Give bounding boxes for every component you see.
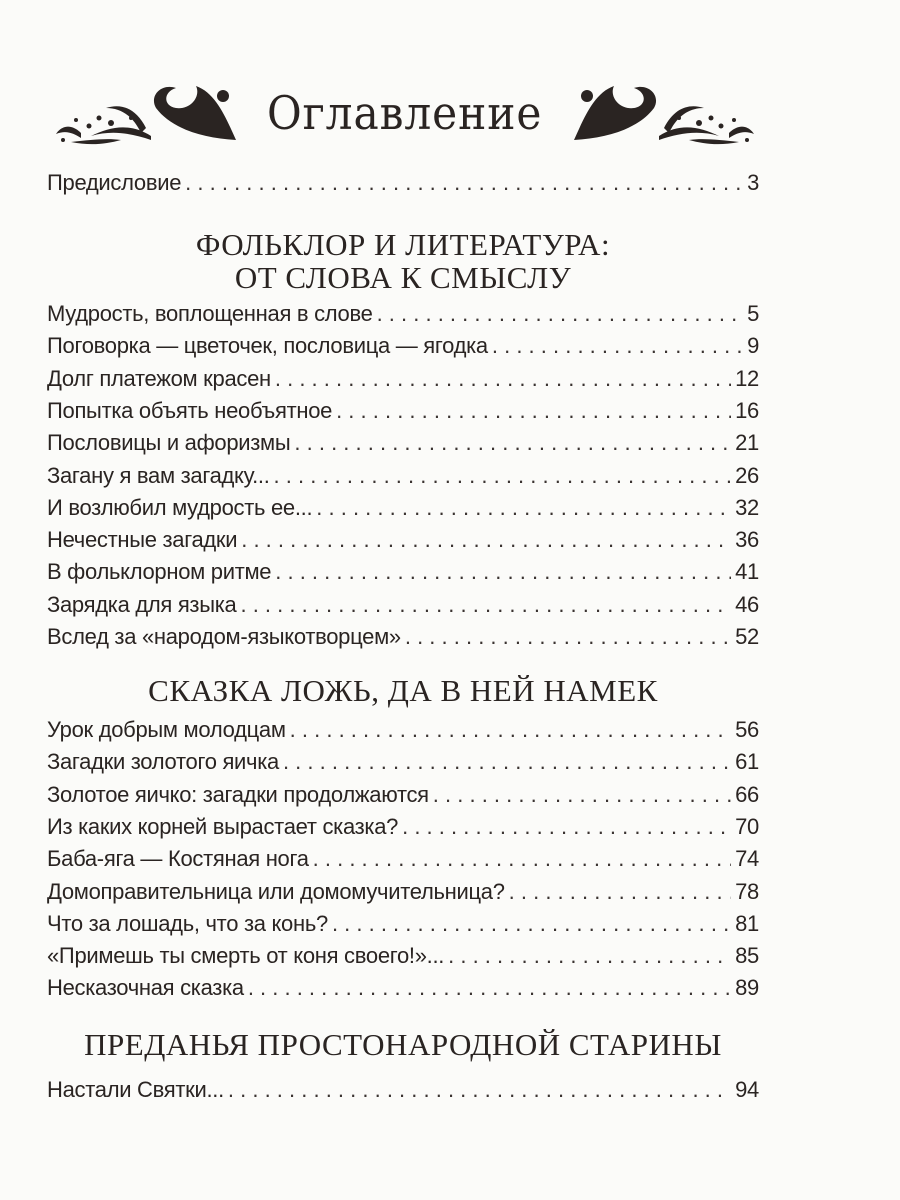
toc-entry[interactable]: [47, 1077, 759, 1103]
entry-title: Загадки золотого яичка: [47, 749, 279, 775]
entry-title: Попытка объять необъятное: [47, 397, 333, 423]
entry-page: 41: [735, 559, 759, 585]
toc-entry[interactable]: [47, 846, 759, 872]
page-title: Оглавление: [267, 86, 543, 140]
toc-entry[interactable]: [47, 624, 759, 650]
entry-page: 85: [735, 943, 759, 969]
section-heading: ФОЛЬКЛОР И ЛИТЕРАТУРА:: [195, 227, 611, 262]
dot-leader: [336, 398, 731, 424]
toc-entry[interactable]: [47, 717, 759, 743]
dot-leader: [433, 782, 731, 808]
dot-leader: [405, 624, 731, 650]
entry-page: 5: [747, 301, 759, 326]
toc-entry[interactable]: [47, 559, 759, 585]
entry-title: Мудрость, воплощенная в слове: [47, 301, 373, 326]
dot-leader: [290, 717, 731, 743]
entry-page: 12: [735, 365, 759, 391]
toc-entry[interactable]: [47, 366, 759, 392]
entry-title: Нечестные загадки: [47, 527, 238, 553]
dot-leader: [275, 366, 731, 392]
toc-entry-preface[interactable]: [47, 170, 759, 196]
toc-entry[interactable]: [47, 333, 759, 359]
toc-entry[interactable]: [47, 463, 759, 489]
entry-title: Из каких корней вырастает сказка?: [47, 813, 399, 839]
entry-page: 3: [747, 170, 759, 195]
floral-ornament-left-icon: [51, 78, 241, 148]
entry-page: 81: [735, 910, 759, 936]
entry-title: Загану я вам загадку...: [47, 462, 270, 488]
entry-title: «Примешь ты смерть от коня своего!»...: [47, 943, 445, 969]
dot-leader: [294, 430, 731, 456]
toc-entry[interactable]: [47, 592, 759, 618]
entry-page: 26: [735, 462, 759, 488]
toc-entry[interactable]: [47, 975, 759, 1001]
entry-page: 36: [735, 527, 759, 553]
dot-leader: [248, 975, 731, 1001]
dot-leader: [275, 559, 731, 585]
toc-entry[interactable]: [47, 301, 759, 327]
dot-leader: [185, 170, 743, 196]
entry-page: 46: [735, 591, 759, 617]
entry-title: Зарядка для языка: [47, 591, 237, 617]
entry-page: 16: [735, 397, 759, 423]
dot-leader: [274, 463, 732, 489]
entry-page: 32: [735, 494, 759, 520]
dot-leader: [492, 333, 743, 359]
entry-title: Урок добрым молодцам: [47, 717, 286, 742]
title-row: [40, 78, 770, 148]
entry-title: Что за лошадь, что за конь?: [47, 910, 328, 936]
entry-page: 61: [735, 749, 759, 775]
entry-page: 52: [735, 624, 759, 649]
dot-leader: [509, 879, 731, 905]
section-heading: ОТ СЛОВА К СМЫСЛУ: [234, 260, 572, 295]
dot-leader: [448, 943, 731, 969]
dot-leader: [316, 495, 731, 521]
dot-leader: [228, 1077, 731, 1103]
floral-ornament-right-icon: [569, 78, 759, 148]
entry-page: 56: [735, 717, 759, 742]
dot-leader: [241, 527, 731, 553]
entry-title: Настали Святки...: [47, 1077, 224, 1102]
section-heading: ПРЕДАНЬЯ ПРОСТОНАРОДНОЙ СТАРИНЫ: [84, 1027, 722, 1062]
section-heading: СКАЗКА ЛОЖЬ, ДА В НЕЙ НАМЕК: [148, 673, 658, 708]
entry-title: Поговорка — цветочек, пословица — ягодка: [47, 333, 488, 359]
toc-entry[interactable]: [47, 911, 759, 937]
toc-entry[interactable]: [47, 782, 759, 808]
entry-page: 21: [735, 430, 759, 456]
dot-leader: [402, 814, 731, 840]
entry-title: И возлюбил мудрость ее...: [47, 494, 313, 520]
toc-entry[interactable]: [47, 527, 759, 553]
entry-page: 66: [735, 781, 759, 807]
entry-title: Баба-яга — Костяная нога: [47, 846, 309, 872]
entry-title: Несказочная сказка: [47, 975, 244, 1001]
entry-page: 70: [735, 813, 759, 839]
toc-entry[interactable]: [47, 879, 759, 905]
entry-page: 78: [735, 878, 759, 904]
toc-entry[interactable]: [47, 495, 759, 521]
toc-entry[interactable]: [47, 749, 759, 775]
dot-leader: [240, 592, 731, 618]
toc-entry[interactable]: [47, 430, 759, 456]
entry-title: Долг платежом красен: [47, 365, 271, 391]
entry-page: 74: [735, 846, 759, 872]
entry-title: Предисловие: [47, 170, 182, 195]
entry-title: Пословицы и афоризмы: [47, 430, 291, 456]
entry-page: 89: [735, 975, 759, 1001]
entry-title: В фольклорном ритме: [47, 559, 272, 585]
entry-title: Вслед за «народом-языкотворцем»: [47, 624, 401, 649]
toc-entry[interactable]: [47, 398, 759, 424]
entry-page: 94: [735, 1077, 759, 1102]
entry-page: 9: [747, 333, 759, 359]
toc-entry[interactable]: [47, 943, 759, 969]
dot-leader: [332, 911, 731, 937]
dot-leader: [377, 301, 743, 327]
toc-entry[interactable]: [47, 814, 759, 840]
entry-title: Золотое яичко: загадки продолжаются: [47, 781, 429, 807]
dot-leader: [313, 846, 731, 872]
dot-leader: [283, 749, 731, 775]
entry-title: Домоправительница или домомучительница?: [47, 878, 505, 904]
